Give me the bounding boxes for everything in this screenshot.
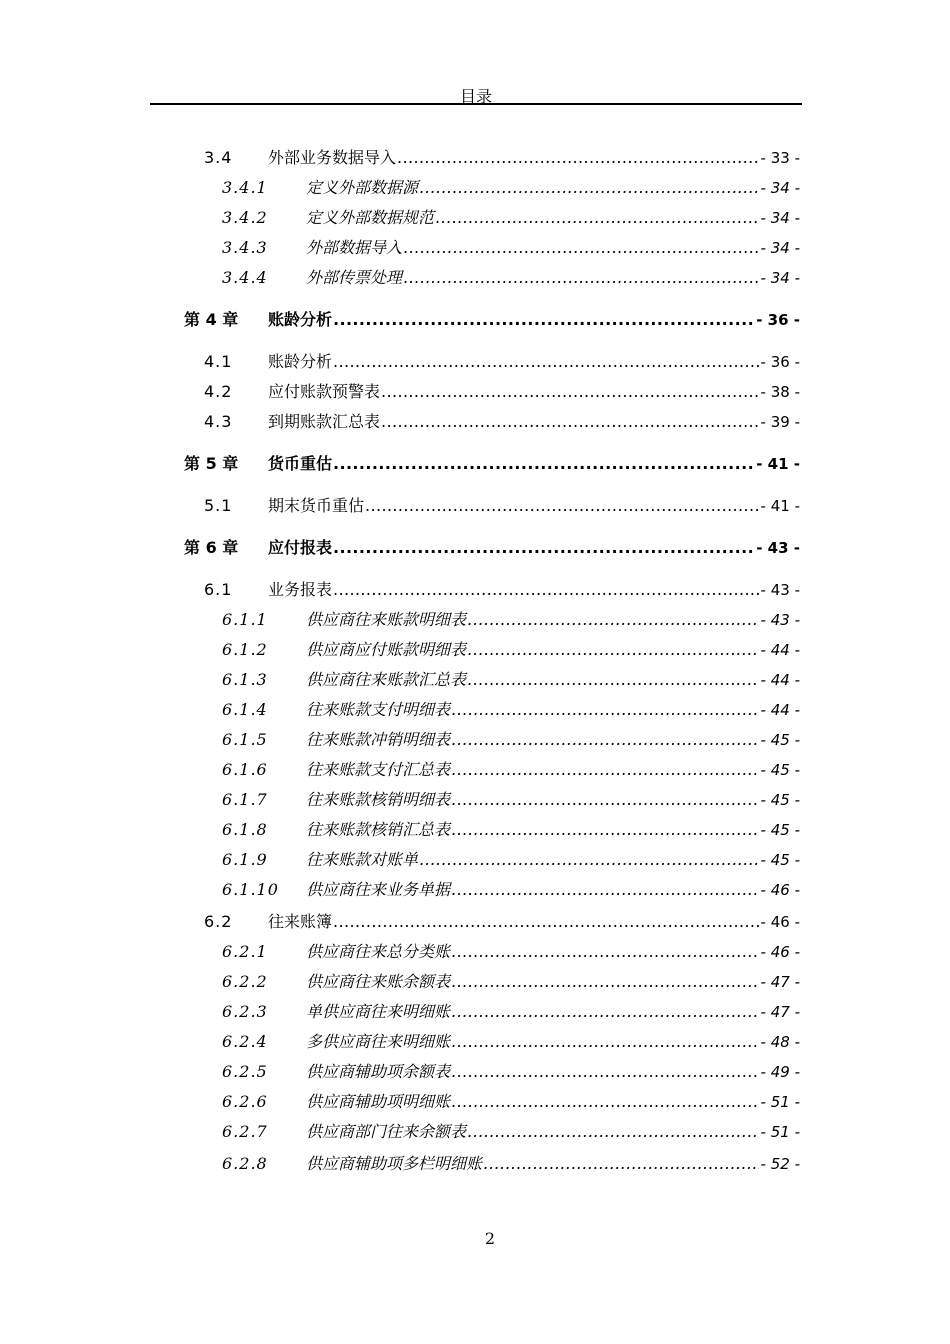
toc-entry-number: 6.1.9 <box>222 848 268 872</box>
toc-entry-title: 供应商辅助项多栏明细账 <box>306 1152 482 1176</box>
toc-entry-title: 供应商辅助项余额表 <box>306 1060 450 1084</box>
toc-entry-page: - 46 - <box>761 940 800 964</box>
toc-entry-number: 3.4 <box>204 146 232 170</box>
toc-entry-number: 6.2 <box>204 910 232 934</box>
toc-entry-number: 6.1.4 <box>222 698 268 722</box>
toc-entry-title: 供应商应付账款明细表 <box>306 638 466 662</box>
toc-entry-title: 单供应商往来明细账 <box>306 1000 450 1024</box>
toc-dot-leader <box>333 452 754 476</box>
toc-entry-title: 外部数据导入 <box>306 236 402 260</box>
toc-entry-number: 5.1 <box>204 494 232 518</box>
toc-entry[interactable] <box>0 494 950 518</box>
toc-entry-page: - 45 - <box>761 758 800 782</box>
toc-entry-number: 4.2 <box>204 380 232 404</box>
toc-entry-page: - 45 - <box>761 788 800 812</box>
toc-entry-page: - 43 - <box>756 536 800 560</box>
toc-entry-title: 到期账款汇总表 <box>268 410 380 434</box>
toc-entry[interactable] <box>0 1120 950 1144</box>
toc-dot-leader <box>467 608 759 632</box>
toc-entry-page: - 43 - <box>761 608 800 632</box>
toc-dot-leader <box>451 728 759 752</box>
toc-entry-page: - 34 - <box>761 266 800 290</box>
toc-dot-leader <box>333 308 754 332</box>
toc-dot-leader <box>451 698 759 722</box>
toc-entry[interactable] <box>0 1090 950 1114</box>
toc-entry-page: - 47 - <box>761 1000 800 1024</box>
toc-entry[interactable] <box>0 788 950 812</box>
toc-dot-leader <box>403 236 759 260</box>
toc-dot-leader <box>403 266 759 290</box>
toc-entry[interactable] <box>0 266 950 290</box>
toc-entry-page: - 41 - <box>761 494 800 518</box>
toc-dot-leader <box>419 176 759 200</box>
toc-dot-leader <box>365 494 759 518</box>
toc-entry-number: 6.1.10 <box>222 878 279 902</box>
toc-entry-number: 第 6 章 <box>184 536 238 560</box>
toc-entry-number: 6.2.5 <box>222 1060 268 1084</box>
toc-entry[interactable] <box>0 698 950 722</box>
toc-entry-number: 6.1.5 <box>222 728 268 752</box>
toc-entry-title: 外部传票处理 <box>306 266 402 290</box>
toc-entry-title: 业务报表 <box>268 578 332 602</box>
toc-entry[interactable] <box>0 578 950 602</box>
toc-entry-title: 供应商往来账余额表 <box>306 970 450 994</box>
toc-entry-page: - 36 - <box>761 350 800 374</box>
toc-entry-number: 6.2.3 <box>222 1000 268 1024</box>
toc-entry[interactable] <box>0 638 950 662</box>
toc-entry-number: 6.1.3 <box>222 668 268 692</box>
toc-entry-page: - 46 - <box>761 878 800 902</box>
toc-entry-number: 第 4 章 <box>184 308 238 332</box>
toc-entry-page: - 44 - <box>761 638 800 662</box>
toc-entry-number: 3.4.4 <box>222 266 268 290</box>
toc-entry-title: 往来账款核销汇总表 <box>306 818 450 842</box>
toc-entry-title: 应付账款预警表 <box>268 380 380 404</box>
toc-entry-title: 供应商往来业务单据 <box>306 878 450 902</box>
toc-entry[interactable] <box>0 206 950 230</box>
toc-entry[interactable] <box>0 410 950 434</box>
toc-entry-title: 货币重估 <box>268 452 332 476</box>
toc-dot-leader <box>451 970 759 994</box>
header-rule <box>150 103 802 105</box>
toc-entry-number: 6.2.2 <box>222 970 268 994</box>
toc-entry-title: 往来账款支付汇总表 <box>306 758 450 782</box>
toc-entry-page: - 33 - <box>761 146 800 170</box>
toc-entry[interactable] <box>0 818 950 842</box>
toc-dot-leader <box>451 758 759 782</box>
toc-entry-title: 定义外部数据源 <box>306 176 418 200</box>
toc-entry[interactable] <box>0 308 950 332</box>
toc-entry[interactable] <box>0 940 950 964</box>
toc-entry-page: - 41 - <box>756 452 800 476</box>
page-header-title: 目录 <box>459 87 492 106</box>
toc-entry-title: 往来账簿 <box>268 910 332 934</box>
toc-dot-leader <box>381 380 759 404</box>
toc-entry-page: - 45 - <box>761 848 800 872</box>
toc-entry-title: 往来账款核销明细表 <box>306 788 450 812</box>
toc-dot-leader <box>451 1060 759 1084</box>
toc-entry[interactable] <box>0 910 950 934</box>
toc-dot-leader <box>467 1120 759 1144</box>
toc-dot-leader <box>333 350 759 374</box>
toc-entry-number: 6.2.1 <box>222 940 268 964</box>
toc-entry[interactable] <box>0 1060 950 1084</box>
toc-entry-title: 供应商往来账款汇总表 <box>306 668 466 692</box>
toc-entry-number: 6.1.7 <box>222 788 268 812</box>
toc-entry-number: 6.1.1 <box>222 608 268 632</box>
toc-entry[interactable] <box>0 758 950 782</box>
toc-entry-page: - 44 - <box>761 668 800 692</box>
toc-entry-title: 应付报表 <box>268 536 332 560</box>
toc-entry-title: 往来账款冲销明细表 <box>306 728 450 752</box>
toc-entry-title: 定义外部数据规范 <box>306 206 434 230</box>
toc-entry-title: 供应商辅助项明细账 <box>306 1090 450 1114</box>
toc-entry-page: - 49 - <box>761 1060 800 1084</box>
toc-dot-leader <box>435 206 759 230</box>
toc-entry-title: 供应商往来总分类账 <box>306 940 450 964</box>
toc-entry-page: - 48 - <box>761 1030 800 1054</box>
toc-dot-leader <box>467 668 759 692</box>
toc-entry-title: 账龄分析 <box>268 350 332 374</box>
toc-dot-leader <box>333 536 754 560</box>
toc-dot-leader <box>467 638 759 662</box>
toc-entry-title: 往来账款对账单 <box>306 848 418 872</box>
toc-dot-leader <box>451 878 759 902</box>
toc-entry-number: 6.2.7 <box>222 1120 268 1144</box>
toc-entry-number: 6.1.6 <box>222 758 268 782</box>
toc-entry-page: - 44 - <box>761 698 800 722</box>
toc-entry-title: 外部业务数据导入 <box>268 146 396 170</box>
toc-entry[interactable] <box>0 970 950 994</box>
toc-entry-number: 3.4.3 <box>222 236 268 260</box>
toc-entry-page: - 51 - <box>761 1120 800 1144</box>
toc-entry[interactable] <box>0 668 950 692</box>
toc-dot-leader <box>397 146 759 170</box>
toc-entry[interactable] <box>0 1152 950 1176</box>
toc-entry-number: 3.4.2 <box>222 206 268 230</box>
toc-dot-leader <box>419 848 759 872</box>
toc-dot-leader <box>451 818 759 842</box>
toc-entry-number: 4.3 <box>204 410 232 434</box>
toc-entry-title: 往来账款支付明细表 <box>306 698 450 722</box>
toc-entry-page: - 34 - <box>761 176 800 200</box>
toc-entry-title: 多供应商往来明细账 <box>306 1030 450 1054</box>
toc-entry-number: 第 5 章 <box>184 452 238 476</box>
toc-entry[interactable] <box>0 1030 950 1054</box>
toc-entry[interactable] <box>0 236 950 260</box>
toc-entry-number: 6.2.4 <box>222 1030 268 1054</box>
toc-entry-page: - 39 - <box>761 410 800 434</box>
toc-dot-leader <box>381 410 759 434</box>
toc-entry[interactable] <box>0 848 950 872</box>
toc-entry[interactable] <box>0 536 950 560</box>
toc-entry-page: - 45 - <box>761 818 800 842</box>
toc-dot-leader <box>451 1090 759 1114</box>
toc-entry-number: 6.2.8 <box>222 1152 268 1176</box>
toc-entry-number: 6.1 <box>204 578 232 602</box>
toc-entry-page: - 43 - <box>761 578 800 602</box>
page-number: 2 <box>484 1229 496 1248</box>
toc-entry-title: 账龄分析 <box>268 308 332 332</box>
toc-entry[interactable] <box>0 146 950 170</box>
toc-entry-page: - 34 - <box>761 206 800 230</box>
toc-entry-title: 期末货币重估 <box>268 494 364 518</box>
toc-entry-page: - 34 - <box>761 236 800 260</box>
toc-dot-leader <box>451 1030 759 1054</box>
toc-dot-leader <box>451 1000 759 1024</box>
toc-entry[interactable] <box>0 452 950 476</box>
toc-entry-number: 6.1.2 <box>222 638 268 662</box>
toc-entry[interactable] <box>0 380 950 404</box>
toc-dot-leader <box>483 1152 759 1176</box>
toc-entry[interactable] <box>0 350 950 374</box>
toc-entry[interactable] <box>0 176 950 200</box>
toc-entry-page: - 47 - <box>761 970 800 994</box>
toc-entry-number: 6.2.6 <box>222 1090 268 1114</box>
toc-entry-title: 供应商往来账款明细表 <box>306 608 466 632</box>
toc-entry-page: - 38 - <box>761 380 800 404</box>
toc-dot-leader <box>451 788 759 812</box>
toc-entry[interactable] <box>0 728 950 752</box>
toc-dot-leader <box>333 910 759 934</box>
toc-dot-leader <box>451 940 759 964</box>
toc-entry-number: 6.1.8 <box>222 818 268 842</box>
toc-entry-number: 3.4.1 <box>222 176 268 200</box>
toc-entry-number: 4.1 <box>204 350 232 374</box>
toc-entry-page: - 45 - <box>761 728 800 752</box>
toc-entry-page: - 36 - <box>756 308 800 332</box>
toc-entry[interactable] <box>0 1000 950 1024</box>
toc-entry-title: 供应商部门往来余额表 <box>306 1120 466 1144</box>
toc-entry[interactable] <box>0 608 950 632</box>
toc-entry[interactable] <box>0 878 950 902</box>
toc-entry-page: - 52 - <box>761 1152 800 1176</box>
toc-dot-leader <box>333 578 759 602</box>
toc-entry-page: - 51 - <box>761 1090 800 1114</box>
toc-entry-page: - 46 - <box>761 910 800 934</box>
